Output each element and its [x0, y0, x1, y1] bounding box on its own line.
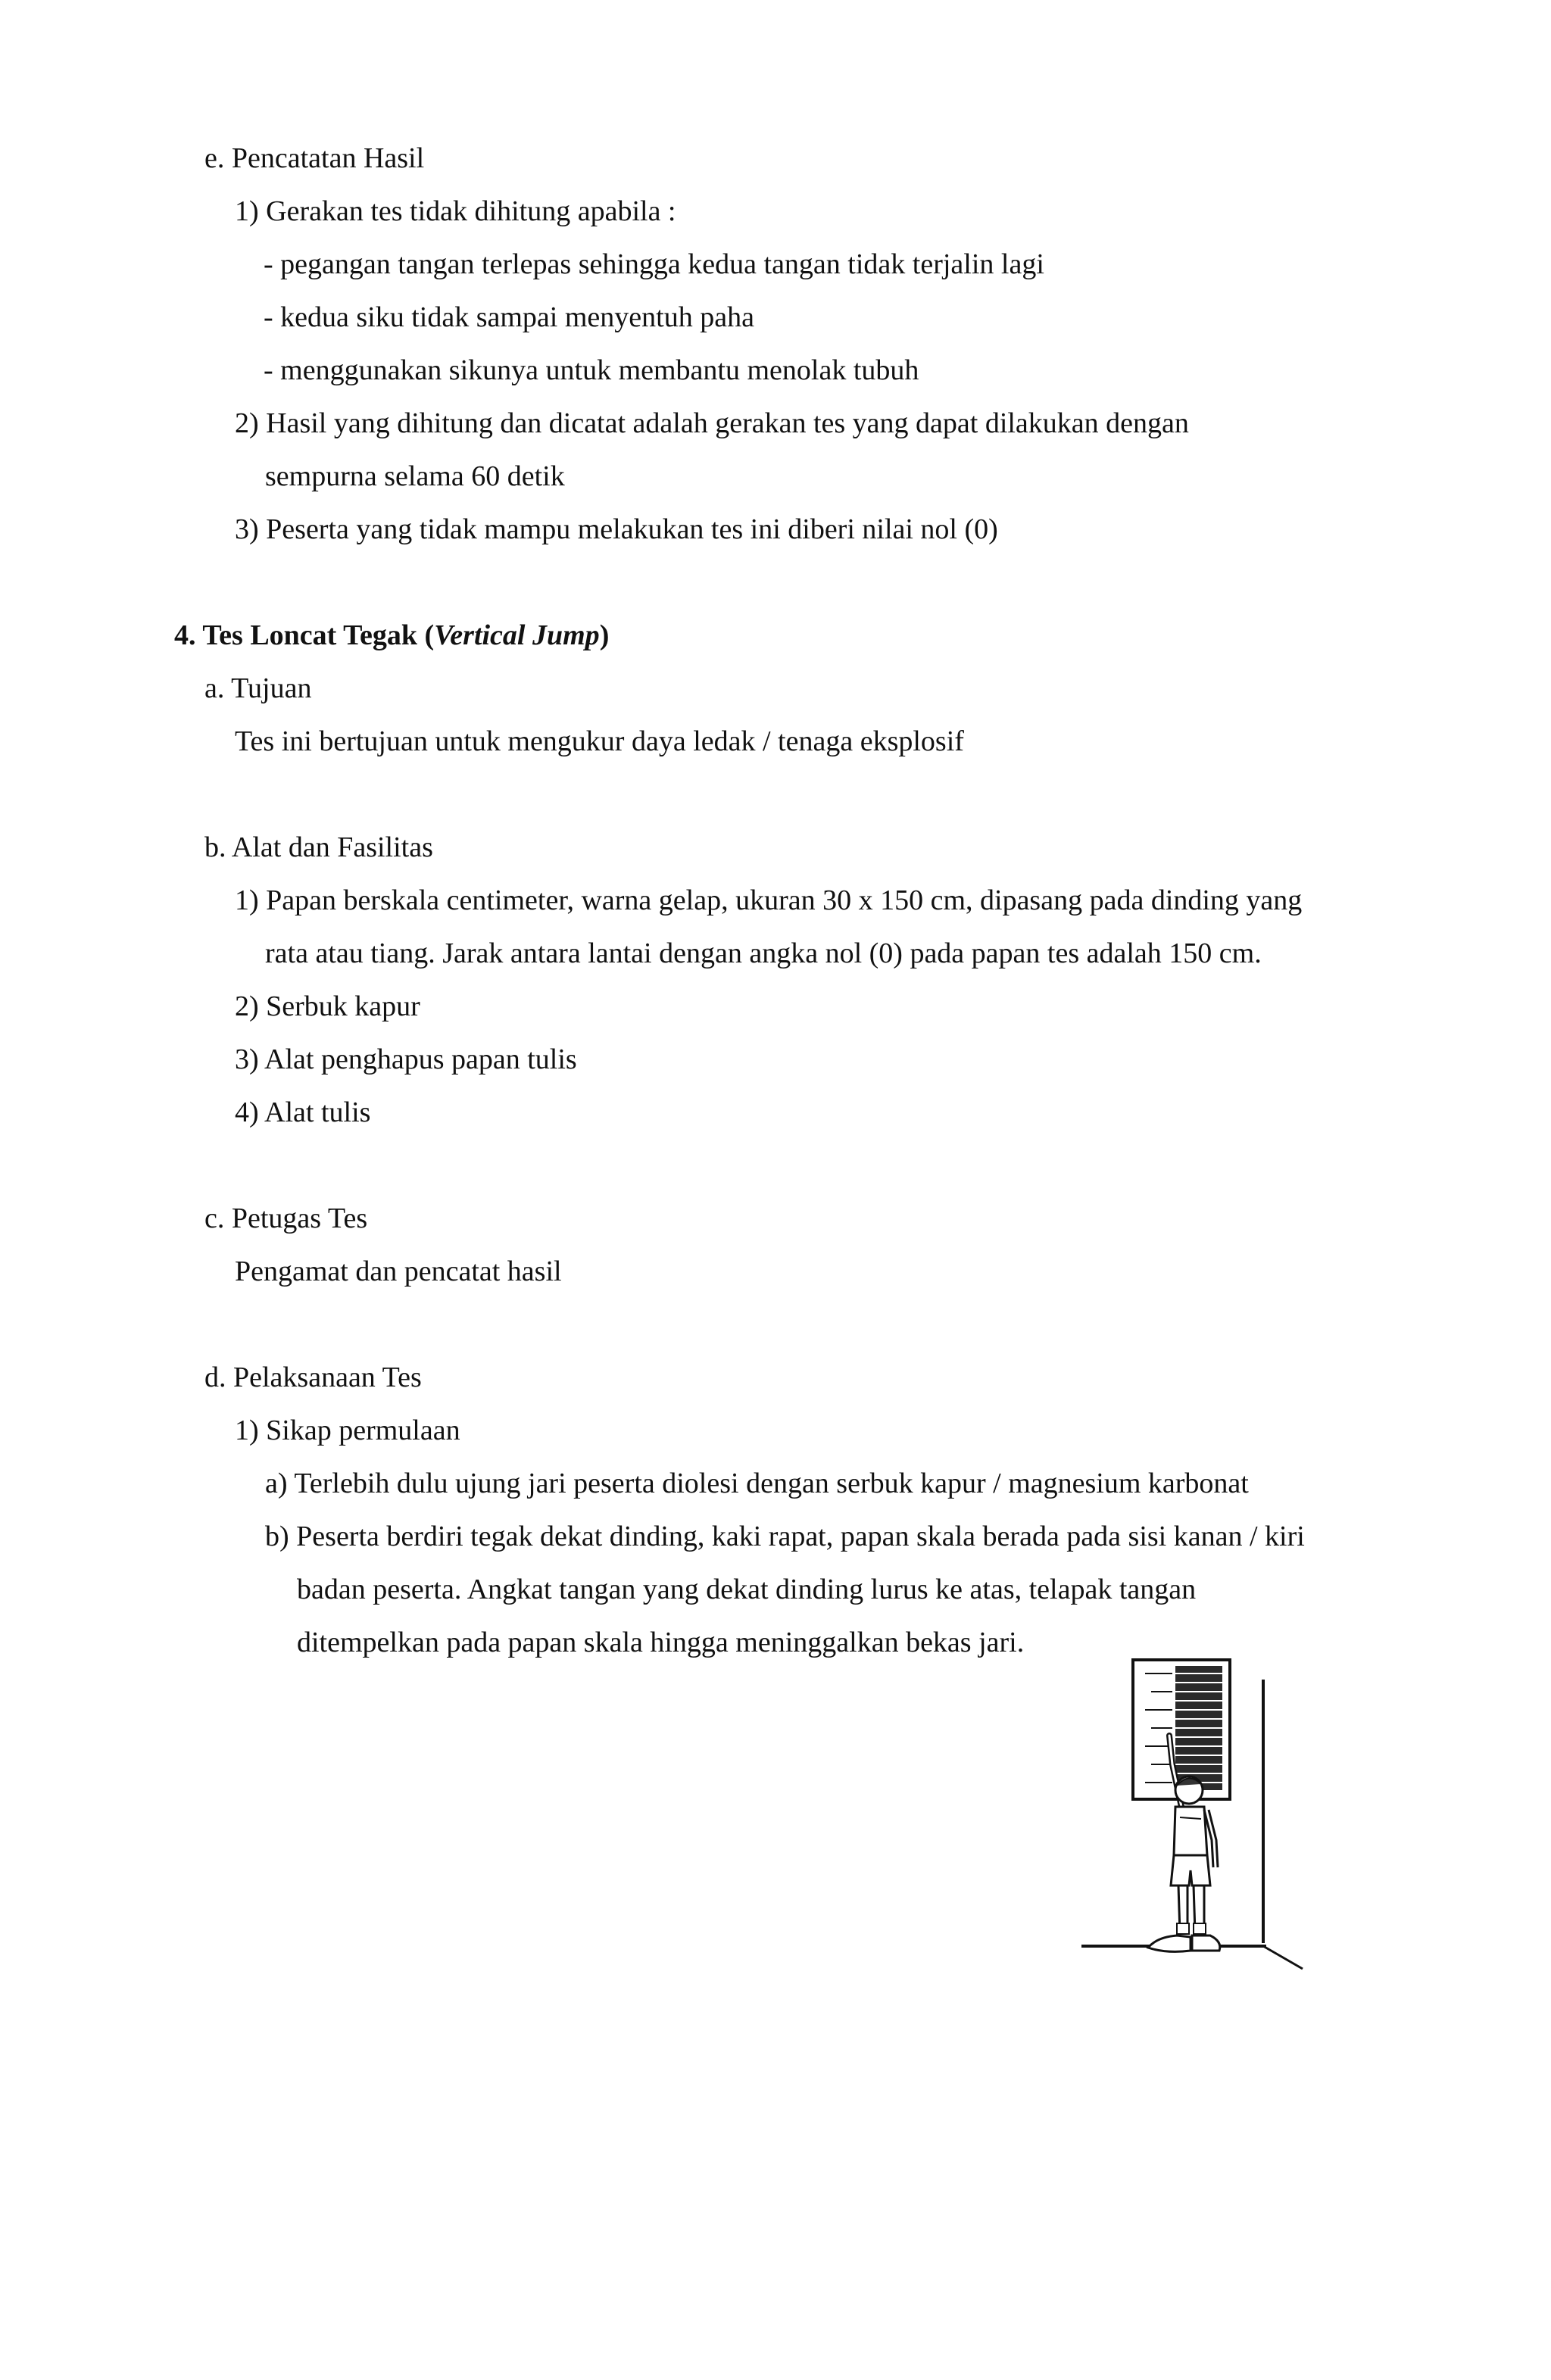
section-4d-item-1: 1) Sikap permulaan — [235, 1415, 460, 1446]
section-e-item-2-line-2: sempurna selama 60 detik — [265, 460, 565, 492]
section-4-title — [174, 618, 609, 653]
section-4-title-prefix: 4. Tes Loncat Tegak ( — [174, 619, 435, 651]
section-4b-item-1-line-1: 1) Papan berskala centimeter, warna gelap, ukuran 30 x 150 cm, dipasang pada dinding yang — [235, 884, 1303, 916]
section-4-title-suffix: ) — [599, 619, 610, 651]
section-e-item-3: 3) Peserta yang tidak mampu melakukan tes ini diberi nilai nol (0) — [235, 513, 998, 545]
section-e-item-1-sub-1: - pegangan tangan terlepas sehingga kedua tangan tidak terjalin lagi — [264, 248, 1044, 280]
section-4d-sub-a: a) Terlebih dulu ujung jari peserta diolesi dengan serbuk kapur / magnesium karbonat — [265, 1468, 1249, 1499]
section-e-heading: e. Pencatatan Hasil — [204, 142, 425, 174]
section-4b-heading: b. Alat dan Fasilitas — [204, 831, 433, 863]
section-4c-heading: c. Petugas Tes — [204, 1202, 368, 1234]
vertical-jump-illustration-icon — [1075, 1651, 1318, 1976]
section-e-item-1-sub-3: - menggunakan sikunya untuk membantu menolak tubuh — [264, 354, 919, 386]
section-4a-heading: a. Tujuan — [204, 672, 312, 704]
section-4b-item-4: 4) Alat tulis — [235, 1096, 371, 1128]
section-4a-text: Tes ini bertujuan untuk mengukur daya ledak / tenaga eksplosif — [235, 725, 964, 757]
section-4d-sub-b-line-1: b) Peserta berdiri tegak dekat dinding, kaki rapat, papan skala berada pada sisi kanan / kiri — [265, 1521, 1305, 1552]
section-4d-heading: d. Pelaksanaan Tes — [204, 1362, 422, 1393]
section-e-item-2-line-1: 2) Hasil yang dihitung dan dicatat adalah gerakan tes yang dapat dilakukan dengan — [235, 407, 1189, 439]
section-4b-item-3: 3) Alat penghapus papan tulis — [235, 1043, 577, 1075]
section-4-title-italic: Vertical Jump — [434, 619, 600, 651]
section-e-item-1: 1) Gerakan tes tidak dihitung apabila : — [235, 195, 676, 227]
section-4b-item-1-line-2: rata atau tiang. Jarak antara lantai dengan angka nol (0) pada papan tes adalah 150 cm. — [265, 937, 1262, 969]
section-4d-sub-b-line-2: badan peserta. Angkat tangan yang dekat dinding lurus ke atas, telapak tangan — [297, 1574, 1197, 1605]
section-4b-item-2: 2) Serbuk kapur — [235, 990, 420, 1022]
section-e-item-1-sub-2: - kedua siku tidak sampai menyentuh paha — [264, 301, 754, 333]
section-4d-sub-b-line-3: ditempelkan pada papan skala hingga meninggalkan bekas jari. — [297, 1627, 1025, 1658]
section-4c-text: Pengamat dan pencatat hasil — [235, 1256, 562, 1287]
